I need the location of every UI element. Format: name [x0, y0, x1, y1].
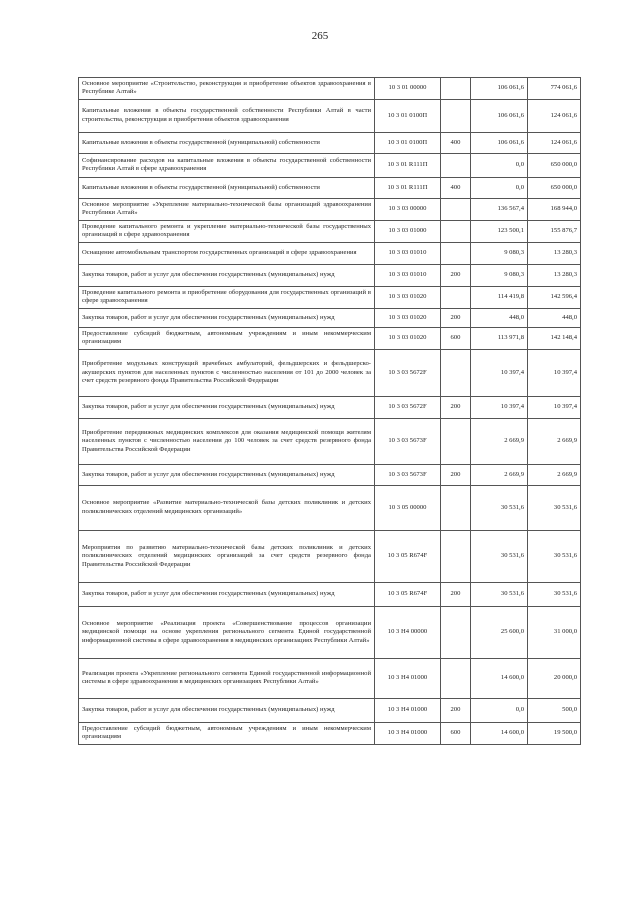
- row-code-cell: 10 3 03 01010: [375, 242, 441, 264]
- budget-table: [78, 77, 581, 745]
- row-name-cell: Проведение капитального ремонта и укрепление материально-технической базы государственных организаций в сфере здравоохранения: [79, 220, 375, 242]
- row-amount-1-cell: 2 669,9: [471, 464, 528, 485]
- row-amount-2-cell: 448,0: [528, 308, 581, 327]
- row-code-cell: 10 3 Н4 00000: [375, 606, 441, 658]
- row-name-cell: Предоставление субсидий бюджетным, автономным учреждениям и иным некоммерческим организациям: [79, 722, 375, 744]
- row-expense-type-cell: [441, 242, 471, 264]
- row-amount-1-cell: 106 061,6: [471, 132, 528, 153]
- row-expense-type-cell: 600: [441, 722, 471, 744]
- row-name-cell: Софинансирование расходов на капитальные вложения в объекты государственной собственности Республики Алтай в сфере здравоохранения: [79, 153, 375, 177]
- row-amount-2-cell: 30 531,6: [528, 582, 581, 606]
- row-name-cell: Капитальные вложения в объекты государственной (муниципальной) собственности: [79, 177, 375, 198]
- row-code-cell: 10 3 03 5672F: [375, 396, 441, 418]
- table-row: [79, 198, 581, 220]
- row-expense-type-cell: 200: [441, 698, 471, 722]
- row-amount-2-cell: 30 531,6: [528, 530, 581, 582]
- row-amount-1-cell: 10 397,4: [471, 396, 528, 418]
- table-row: [79, 582, 581, 606]
- row-expense-type-cell: [441, 606, 471, 658]
- row-amount-1-cell: 2 669,9: [471, 418, 528, 464]
- row-name-cell: Реализация проекта «Укрепление регионального сегмента Единой государственной информационной системы в сфере здравоохранения в медицинских организациях Республики Алтай»: [79, 658, 375, 698]
- row-code-cell: 10 3 01 00000: [375, 78, 441, 100]
- table-row: [79, 242, 581, 264]
- row-expense-type-cell: [441, 220, 471, 242]
- row-amount-1-cell: 0,0: [471, 177, 528, 198]
- row-amount-2-cell: 155 876,7: [528, 220, 581, 242]
- table-row: [79, 396, 581, 418]
- row-amount-2-cell: 142 148,4: [528, 327, 581, 349]
- table-row: [79, 153, 581, 177]
- row-code-cell: 10 3 03 01020: [375, 327, 441, 349]
- row-code-cell: 10 3 05 R674F: [375, 582, 441, 606]
- row-name-cell: Основное мероприятие «Развитие материально-технической базы детских поликлиник и детских поликлинических отделений медицинских организаций»: [79, 485, 375, 530]
- row-expense-type-cell: [441, 485, 471, 530]
- row-amount-1-cell: 9 080,3: [471, 264, 528, 286]
- row-code-cell: 10 3 03 5673F: [375, 464, 441, 485]
- row-amount-2-cell: 13 280,3: [528, 242, 581, 264]
- row-amount-1-cell: 14 600,0: [471, 722, 528, 744]
- row-code-cell: 10 3 Н4 01000: [375, 698, 441, 722]
- row-amount-2-cell: 20 000,0: [528, 658, 581, 698]
- table-row: [79, 349, 581, 396]
- table-row: [79, 722, 581, 744]
- row-expense-type-cell: 600: [441, 327, 471, 349]
- row-code-cell: 10 3 03 5672F: [375, 349, 441, 396]
- table-row: [79, 418, 581, 464]
- table-row: [79, 99, 581, 132]
- row-code-cell: 10 3 03 01020: [375, 286, 441, 308]
- row-amount-1-cell: 30 531,6: [471, 485, 528, 530]
- table-row: [79, 485, 581, 530]
- row-code-cell: 10 3 Н4 01000: [375, 722, 441, 744]
- row-code-cell: 10 3 03 01010: [375, 264, 441, 286]
- row-name-cell: Оснащение автомобильным транспортом государственных организаций в сфере здравоохранения: [79, 242, 375, 264]
- row-expense-type-cell: 400: [441, 132, 471, 153]
- row-expense-type-cell: 200: [441, 464, 471, 485]
- row-expense-type-cell: 400: [441, 177, 471, 198]
- row-code-cell: 10 3 Н4 01000: [375, 658, 441, 698]
- row-expense-type-cell: [441, 349, 471, 396]
- row-expense-type-cell: [441, 198, 471, 220]
- table-row: [79, 132, 581, 153]
- row-amount-1-cell: 0,0: [471, 698, 528, 722]
- row-code-cell: 10 3 01 R111П: [375, 153, 441, 177]
- row-expense-type-cell: [441, 153, 471, 177]
- budget-table-body: [79, 78, 581, 745]
- row-expense-type-cell: [441, 286, 471, 308]
- row-name-cell: Капитальные вложения в объекты государственной (муниципальной) собственности: [79, 132, 375, 153]
- row-name-cell: Закупка товаров, работ и услуг для обеспечения государственных (муниципальных) нужд: [79, 464, 375, 485]
- row-amount-1-cell: 114 419,8: [471, 286, 528, 308]
- table-row: [79, 286, 581, 308]
- row-name-cell: Приобретение передвижных медицинских комплексов для оказания медицинской помощи жителям населенных пунктов с численностью населения до 100 человек за счет средств резервного фонда Правительства Российской Федерации: [79, 418, 375, 464]
- row-amount-1-cell: 448,0: [471, 308, 528, 327]
- row-name-cell: Основное мероприятие «Реализация проекта «Совершенствование процессов организации медицинской помощи на основе укрепления регионального сегмента Единой государственной информационной системы в сфере здравоохранения в медицинских организациях Республики Алтай»: [79, 606, 375, 658]
- row-amount-1-cell: 9 080,3: [471, 242, 528, 264]
- row-amount-2-cell: 2 669,9: [528, 464, 581, 485]
- row-code-cell: 10 3 03 01000: [375, 220, 441, 242]
- row-name-cell: Закупка товаров, работ и услуг для обеспечения государственных (муниципальных) нужд: [79, 698, 375, 722]
- row-code-cell: 10 3 03 5673F: [375, 418, 441, 464]
- table-row: [79, 658, 581, 698]
- row-amount-2-cell: 10 397,4: [528, 396, 581, 418]
- table-row: [79, 464, 581, 485]
- row-amount-2-cell: 142 596,4: [528, 286, 581, 308]
- row-amount-1-cell: 14 600,0: [471, 658, 528, 698]
- row-expense-type-cell: [441, 99, 471, 132]
- row-code-cell: 10 3 05 R674F: [375, 530, 441, 582]
- row-amount-2-cell: 30 531,6: [528, 485, 581, 530]
- row-amount-2-cell: 500,0: [528, 698, 581, 722]
- row-name-cell: Закупка товаров, работ и услуг для обеспечения государственных (муниципальных) нужд: [79, 264, 375, 286]
- row-amount-2-cell: 650 000,0: [528, 153, 581, 177]
- row-amount-1-cell: 123 500,1: [471, 220, 528, 242]
- row-name-cell: Закупка товаров, работ и услуг для обеспечения государственных (муниципальных) нужд: [79, 308, 375, 327]
- row-amount-1-cell: 30 531,6: [471, 582, 528, 606]
- table-row: [79, 177, 581, 198]
- row-code-cell: 10 3 05 00000: [375, 485, 441, 530]
- row-expense-type-cell: 200: [441, 264, 471, 286]
- table-row: [79, 606, 581, 658]
- row-amount-2-cell: 774 061,6: [528, 78, 581, 100]
- row-amount-2-cell: 2 669,9: [528, 418, 581, 464]
- row-name-cell: Приобретение модульных конструкций врачебных амбулаторий, фельдшерских и фельдшерско-акушерских пунктов для населенных пунктов с численностью населения от 101 до 2000 человек за счет средств резервного фонда Правительства Российской Федерации: [79, 349, 375, 396]
- row-amount-1-cell: 136 567,4: [471, 198, 528, 220]
- row-expense-type-cell: [441, 530, 471, 582]
- row-code-cell: 10 3 01 0100П: [375, 99, 441, 132]
- row-amount-1-cell: 25 600,0: [471, 606, 528, 658]
- row-amount-2-cell: 650 000,0: [528, 177, 581, 198]
- row-expense-type-cell: [441, 418, 471, 464]
- row-amount-1-cell: 106 061,6: [471, 78, 528, 100]
- table-row: [79, 327, 581, 349]
- table-row: [79, 220, 581, 242]
- row-expense-type-cell: 200: [441, 396, 471, 418]
- table-row: [79, 264, 581, 286]
- row-amount-1-cell: 30 531,6: [471, 530, 528, 582]
- row-expense-type-cell: 200: [441, 308, 471, 327]
- row-code-cell: 10 3 03 01020: [375, 308, 441, 327]
- row-amount-2-cell: 124 061,6: [528, 132, 581, 153]
- row-amount-2-cell: 124 061,6: [528, 99, 581, 132]
- row-code-cell: 10 3 01 0100П: [375, 132, 441, 153]
- table-row: [79, 308, 581, 327]
- row-amount-1-cell: 113 971,8: [471, 327, 528, 349]
- row-name-cell: Закупка товаров, работ и услуг для обеспечения государственных (муниципальных) нужд: [79, 582, 375, 606]
- row-name-cell: Мероприятия по развитию материально-технической базы детских поликлиник и детских поликлинических отделений медицинских организаций за счет средств резервного фонда Правительства Российской Федерации: [79, 530, 375, 582]
- row-expense-type-cell: 200: [441, 582, 471, 606]
- row-amount-1-cell: 106 061,6: [471, 99, 528, 132]
- row-amount-1-cell: 0,0: [471, 153, 528, 177]
- row-amount-2-cell: 31 000,0: [528, 606, 581, 658]
- row-code-cell: 10 3 01 R111П: [375, 177, 441, 198]
- row-name-cell: Проведение капитального ремонта и приобретение оборудования для государственных организаций в сфере здравоохранения: [79, 286, 375, 308]
- row-amount-2-cell: 10 397,4: [528, 349, 581, 396]
- row-amount-2-cell: 13 280,3: [528, 264, 581, 286]
- row-code-cell: 10 3 03 00000: [375, 198, 441, 220]
- row-name-cell: Основное мероприятие «Строительство, реконструкция и приобретение объектов здравоохранения в Республике Алтай»: [79, 78, 375, 100]
- row-name-cell: Предоставление субсидий бюджетным, автономным учреждениям и иным некоммерческим организациям: [79, 327, 375, 349]
- row-name-cell: Закупка товаров, работ и услуг для обеспечения государственных (муниципальных) нужд: [79, 396, 375, 418]
- row-name-cell: Основное мероприятие «Укрепление материально-технической базы организаций здравоохранения Республики Алтай»: [79, 198, 375, 220]
- table-row: [79, 698, 581, 722]
- table-row: [79, 78, 581, 100]
- row-amount-1-cell: 10 397,4: [471, 349, 528, 396]
- row-name-cell: Капитальные вложения в объекты государственной собственности Республики Алтай в части строительства, реконструкция и приобретения объектов здравоохранения: [79, 99, 375, 132]
- row-expense-type-cell: [441, 658, 471, 698]
- row-expense-type-cell: [441, 78, 471, 100]
- page-number: 265: [311, 30, 329, 42]
- table-row: [79, 530, 581, 582]
- row-amount-2-cell: 19 500,0: [528, 722, 581, 744]
- row-amount-2-cell: 168 944,0: [528, 198, 581, 220]
